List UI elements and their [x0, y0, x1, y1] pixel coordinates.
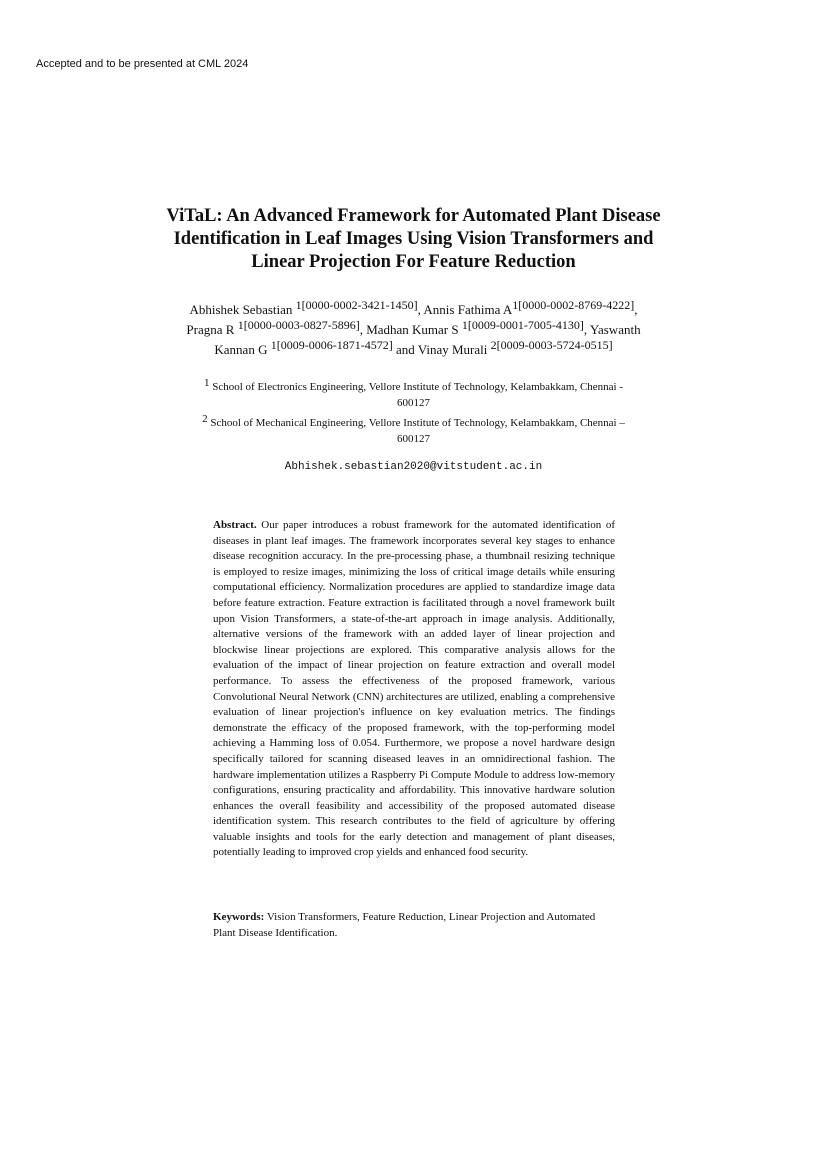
affiliation-text: School of Mechanical Engineering, Vellore Institute of Technology, Kelambakkam, Chennai – 600127 [210, 417, 625, 445]
author-separator: , [417, 302, 424, 317]
affiliation-marker: 1 [203, 377, 210, 389]
abstract-label: Abstract. [213, 519, 257, 531]
author-name: Vinay Murali [417, 342, 488, 357]
author-separator: , [359, 322, 367, 337]
author-name: Madhan Kumar S [366, 322, 459, 337]
author-list [170, 300, 657, 360]
affiliation-2 [190, 415, 637, 447]
author-separator: , [634, 302, 638, 317]
author-orcid: 1[0000-0003-0827-5896] [237, 318, 360, 332]
author-separator: , [583, 322, 590, 337]
header-note: Accepted and to be presented at CML 2024 [36, 58, 249, 70]
keywords [213, 910, 615, 941]
author-orcid: 1[0009-0006-1871-4572] [270, 338, 393, 352]
keywords-text: Vision Transformers, Feature Reduction, Linear Projection and Automated Plant Disease Identification. [213, 911, 596, 939]
affiliation-text: School of Electronics Engineering, Vellore Institute of Technology, Kelambakkam, Chennai - 600127 [212, 381, 624, 409]
abstract-text: Our paper introduces a robust framework for the automated identification of diseases in plant leaf images. The framework incorporates several key stages to enhance disease recognition accuracy. In the pre-processing phase, a thumbnail resizing technique is employed to resize images, minimizing the loss of critical image details while ensuring computational efficiency. Normalization procedures are applied to standardize image data before feature extraction. Feature extraction is facilitated through a novel framework built upon Vision Transformers, a state-of-the-art approach in image analysis. Additionally, alternative versions of the framework with an added layer of linear projection and blockwise linear projections are explored. This comparative analysis allows for the evaluation of the impact of linear projection on feature extraction and overall model performance. To assess the effectiveness of the proposed framework, various Convolutional Neural Network (CNN) architectures are utilized, enabling a comprehensive evaluation of linear projection's influence on key evaluation metrics. The findings demonstrate the efficacy of the proposed framework, with the top-performing model achieving a Hamming loss of 0.054. Furthermore, we propose a novel hardware design specifically tailored for scanning diseased leaves in an omnidirectional fashion. The hardware implementation utilizes a Raspberry Pi Compute Module to address low-memory configurations, ensuring practicality and affordability. This innovative hardware solution enhances the overall feasibility and accessibility of the proposed automated disease identification system. This research contributes to the field of agriculture by offering valuable insights and tools for the early detection and management of plant diseases, potentially leading to improved crop yields and enhanced food security. [213, 519, 616, 859]
author-orcid: 2[0009-0003-5724-0515] [490, 338, 613, 352]
author-separator: and [392, 342, 418, 357]
abstract [213, 518, 615, 861]
author-name: Yaswanth Kannan G [214, 322, 641, 357]
author-orcid: 1[0009-0001-7005-4130] [461, 318, 584, 332]
author-orcid: 1[0000-0002-8769-4222] [512, 298, 635, 312]
author-orcid: 1[0000-0002-3421-1450] [295, 298, 418, 312]
affiliation-marker: 2 [202, 413, 208, 425]
author-name: Pragna R [186, 322, 235, 337]
author-name: Annis Fathima A [423, 302, 513, 317]
author-name: Abhishek Sebastian [189, 302, 293, 317]
keywords-label: Keywords: [213, 911, 265, 923]
paper-title: ViTaL: An Advanced Framework for Automated Plant Disease Identification in Leaf Images Using Vision Transformers and Linear Projection For Feature Reduction [166, 206, 661, 272]
contact-email: Abhishek.sebastian2020@vitstudent.ac.in [284, 461, 543, 473]
affiliation-1 [190, 379, 637, 411]
